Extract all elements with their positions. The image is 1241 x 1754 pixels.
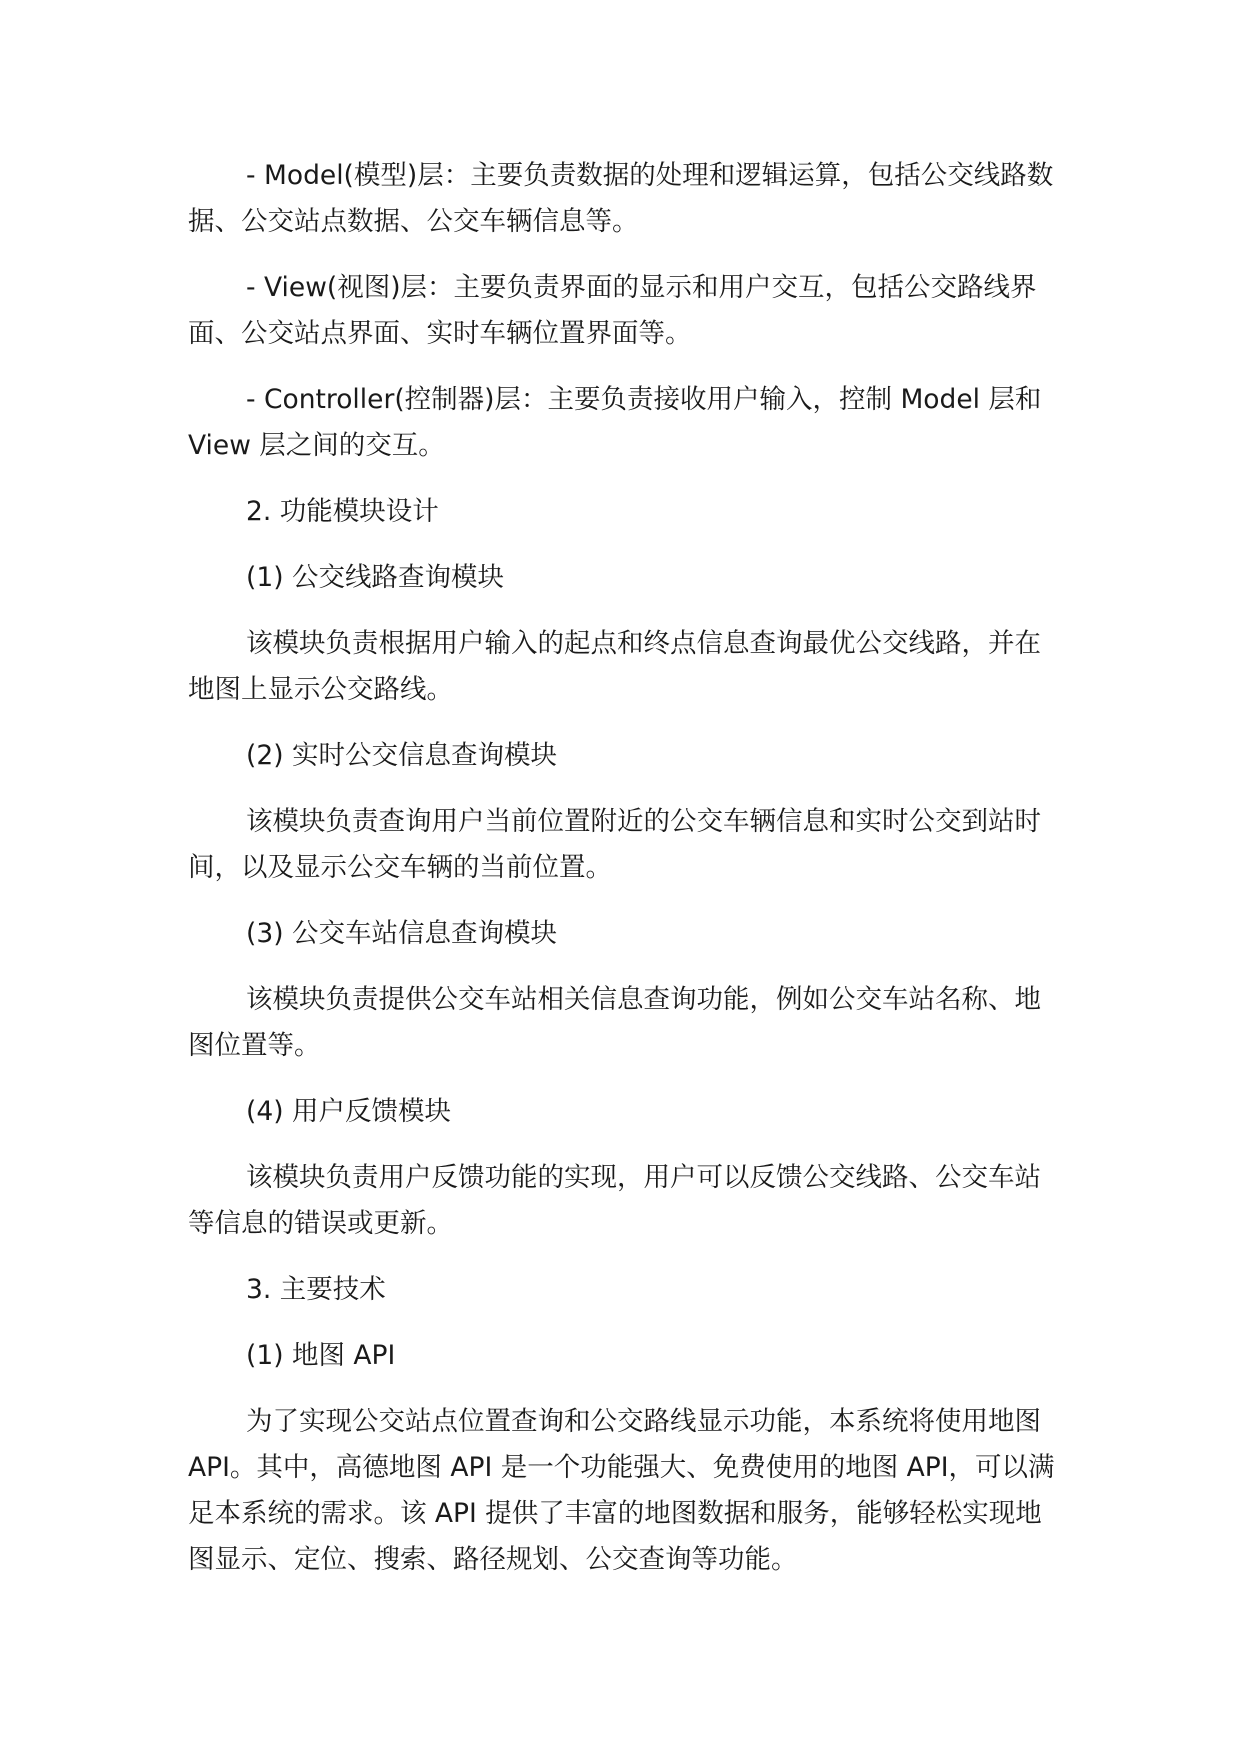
- section-heading-main-technology: 3. 主要技术: [246, 1274, 386, 1305]
- paragraph-controller-layer: - Controller(控制器)层：主要负责接收用户输入，控制 Model 层和 View 层之间的交互。: [188, 384, 1042, 461]
- paragraph-map-api: 为了实现公交站点位置查询和公交路线显示功能，本系统将使用地图 API。其中，高德地图 API 是一个功能强大、免费使用的地图 API，可以满足本系统的需求。该 API 提供了丰富的地图数据和服务，能够轻松实现地图显示、定位、搜索、路径规划、公交查询等功能。: [188, 1406, 1055, 1575]
- paragraph-route-query-module: 该模块负责根据用户输入的起点和终点信息查询最优公交线路，并在地图上显示公交路线。: [188, 628, 1041, 705]
- paragraph-bus-stop-module: 该模块负责提供公交车站相关信息查询功能，例如公交车站名称、地图位置等。: [188, 984, 1041, 1061]
- paragraph-model-layer: - Model(模型)层：主要负责数据的处理和逻辑运算，包括公交线路数据、公交站点数据、公交车辆信息等。: [188, 160, 1054, 237]
- document-body: [188, 153, 1058, 1603]
- subheading-bus-stop-module: (3) 公交车站信息查询模块: [246, 918, 557, 949]
- paragraph-feedback-module: 该模块负责用户反馈功能的实现，用户可以反馈公交线路、公交车站等信息的错误或更新。: [188, 1162, 1041, 1239]
- subheading-realtime-bus-module: (2) 实时公交信息查询模块: [246, 740, 557, 771]
- paragraph-view-layer: - View(视图)层：主要负责界面的显示和用户交互，包括公交路线界面、公交站点界面、实时车辆位置界面等。: [188, 272, 1037, 349]
- section-heading-function-modules: 2. 功能模块设计: [246, 496, 439, 527]
- subheading-map-api: (1) 地图 API: [246, 1340, 396, 1371]
- subheading-route-query-module: (1) 公交线路查询模块: [246, 562, 504, 593]
- subheading-feedback-module: (4) 用户反馈模块: [246, 1096, 451, 1127]
- paragraph-realtime-bus-module: 该模块负责查询用户当前位置附近的公交车辆信息和实时公交到站时间，以及显示公交车辆的当前位置。: [188, 806, 1041, 883]
